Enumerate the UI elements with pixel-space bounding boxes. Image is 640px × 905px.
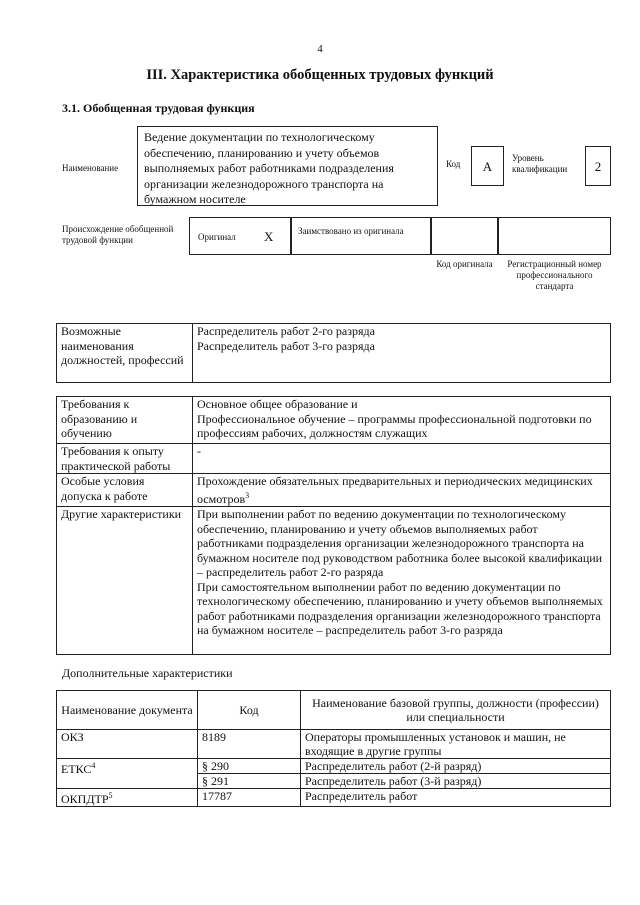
footnote-5: 5	[108, 791, 113, 800]
header-group: Наименование базовой группы, должности (профессии) или специальности	[301, 691, 611, 730]
table-row	[57, 789, 611, 807]
original-cell	[189, 217, 291, 255]
level-value: 2	[594, 159, 602, 174]
page-number: 4	[317, 43, 323, 55]
name-label: Наименование	[62, 163, 119, 173]
req-admission-cell	[193, 474, 611, 507]
borrowed-cell	[291, 217, 431, 255]
table-row	[57, 730, 611, 759]
row-group: Распределитель работ	[301, 789, 611, 807]
position-item: Распределитель работ 2-го разряда	[197, 324, 375, 338]
level-box	[585, 146, 611, 186]
req-experience-value: -	[193, 444, 611, 474]
additional-title: Дополнительные характеристики	[62, 666, 233, 680]
req-admission-value: Прохождение обязательных предварительных и периодических медицинских осмотров	[197, 474, 593, 506]
header-code: Код	[198, 691, 301, 730]
row-doc-text: ЕТКС	[61, 762, 92, 776]
row-doc	[57, 759, 198, 789]
footnote-3: 3	[245, 490, 250, 500]
row-group: Распределитель работ (2-й разряд)	[301, 759, 611, 774]
positions-values	[193, 324, 611, 383]
function-name-box: Ведение документации по технологическому обеспечению, планированию и учету объемов выполняемых работ работниками подразделения организации железнодорожного транспорта на бумажном носителе	[137, 126, 438, 206]
subsection-title: 3.1. Обобщенная трудовая функция	[62, 101, 255, 115]
row-code: § 290	[198, 759, 301, 774]
row-doc-text: ОКПДТР	[61, 792, 109, 806]
requirements-table	[56, 396, 611, 655]
code-original-caption: Код оригинала	[436, 259, 493, 269]
borrowed-label: Заимствовано из оригинала	[298, 226, 404, 236]
origin-label: Происхождение обобщенной трудовой функции	[62, 224, 174, 245]
footnote-4: 4	[91, 761, 96, 770]
req-experience-label: Требования к опыту практической работы	[57, 444, 193, 474]
row-doc-text: ОКЗ	[61, 730, 84, 744]
code-value: А	[482, 159, 493, 174]
position-item: Распределитель работ 3-го разряда	[197, 338, 375, 353]
row-doc	[57, 730, 198, 759]
original-label: Оригинал	[198, 232, 236, 242]
reg-number-cell	[498, 217, 611, 255]
row-code: 17787	[198, 789, 301, 807]
code-box	[471, 146, 504, 186]
header-document: Наименование документа	[57, 691, 198, 730]
table-row	[57, 759, 611, 774]
positions-table	[56, 323, 611, 383]
row-group: Распределитель работ (3-й разряд)	[301, 774, 611, 789]
req-education-label: Требования к образованию и обучению	[57, 397, 193, 444]
positions-label: Возможные наименования должностей, профессий	[57, 324, 193, 383]
req-other-value: При выполнении работ по ведению документации по технологическому обеспечению, планированию и учету объемов выполняемых работ работниками подразделения организации железнодорожного транспорта на бумажном носителе под руководством работника более высокой квалификации – распределитель работ 2-го разряда При самостоятельном выполнении работ по ведению документации по технологическому обеспечению, планированию и учету объемов выполняемых работ работниками подразделения организации железнодорожного транспорта на бумажном носителе – распределитель работ 3-го разряда	[193, 507, 611, 655]
req-other-label: Другие характеристики	[57, 507, 193, 655]
code-label: Код	[446, 159, 461, 169]
row-code: 8189	[198, 730, 301, 759]
row-doc	[57, 789, 198, 807]
original-mark: X	[264, 229, 274, 244]
req-admission-label: Особые условия допуска к работе	[57, 474, 193, 507]
req-education-value: Основное общее образование и Профессиональное обучение – программы профессиональной подготовки по профессиям рабочих, должностям служащих	[193, 397, 611, 444]
row-group: Операторы промышленных установок и машин, не входящие в другие группы	[301, 730, 611, 759]
level-label: Уровень квалификации	[512, 153, 568, 174]
code-original-cell	[431, 217, 498, 255]
section-title: III. Характеристика обобщенных трудовых функций	[146, 67, 494, 83]
reg-number-caption: Регистрационный номер профессионального стандарта	[507, 259, 602, 291]
row-code: § 291	[198, 774, 301, 789]
additional-table	[56, 690, 611, 807]
